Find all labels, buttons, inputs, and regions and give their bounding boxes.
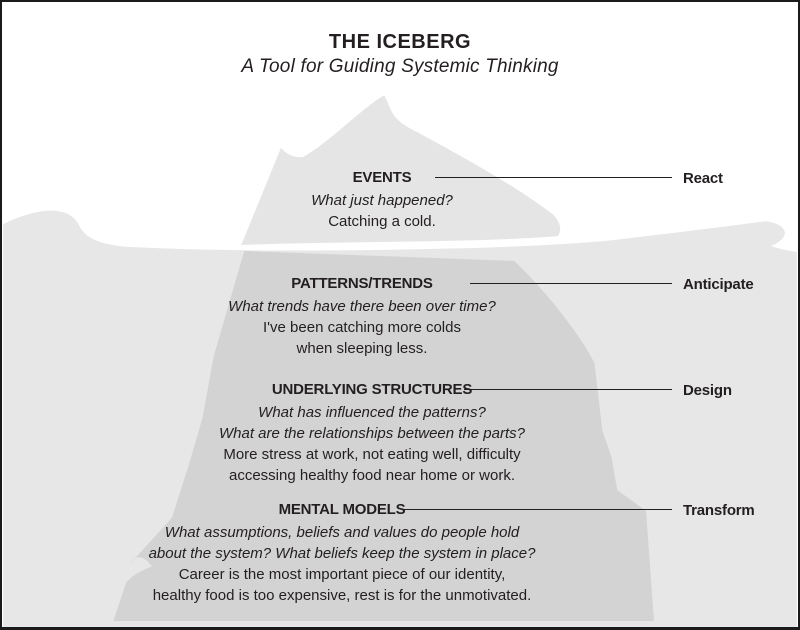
section-patterns-example-line1: I've been catching more colds	[263, 319, 461, 336]
section-mental-models-example-line1: Career is the most important piece of our identity,	[178, 566, 506, 583]
section-structures-question-line1: What has influenced the patterns?	[258, 404, 486, 421]
section-mental-models	[92, 501, 592, 606]
section-structures-question-line2: What are the relationships between the parts?	[218, 425, 525, 442]
section-patterns-question: What trends have there been over time?	[228, 298, 496, 315]
section-structures-heading: UNDERLYING STRUCTURES	[271, 381, 473, 398]
section-structures	[122, 381, 622, 486]
section-patterns-example-line2: when sleeping less.	[296, 340, 428, 357]
action-label-transform: Transform	[683, 502, 755, 519]
section-events	[232, 169, 532, 232]
section-patterns	[162, 275, 562, 359]
section-structures-example-line1: More stress at work, not eating well, difficulty	[223, 446, 521, 463]
section-mental-models-question-line2: about the system? What beliefs keep the system in place?	[148, 545, 536, 562]
page-subtitle: A Tool for Guiding Systemic Thinking	[241, 56, 559, 77]
action-label-anticipate: Anticipate	[683, 276, 754, 293]
section-mental-models-heading: MENTAL MODELS	[278, 501, 406, 518]
section-events-question: What just happened?	[311, 192, 453, 209]
connector-line-mental-models	[402, 509, 672, 510]
section-structures-example-line2: accessing healthy food near home or work.	[229, 467, 515, 484]
connector-line-events	[435, 177, 672, 178]
page-title: THE ICEBERG	[328, 31, 472, 53]
connector-line-structures	[464, 389, 672, 390]
section-events-example: Catching a cold.	[328, 213, 436, 230]
action-label-design: Design	[683, 382, 732, 399]
section-mental-models-example-line2: healthy food is too expensive, rest is for the unmotivated.	[152, 587, 532, 604]
section-mental-models-question-line1: What assumptions, beliefs and values do people hold	[164, 524, 520, 541]
connector-line-patterns	[470, 283, 672, 284]
section-events-heading: EVENTS	[352, 169, 412, 186]
action-label-react: React	[683, 170, 723, 187]
section-patterns-heading: PATTERNS/TRENDS	[291, 275, 433, 292]
header	[2, 30, 798, 79]
